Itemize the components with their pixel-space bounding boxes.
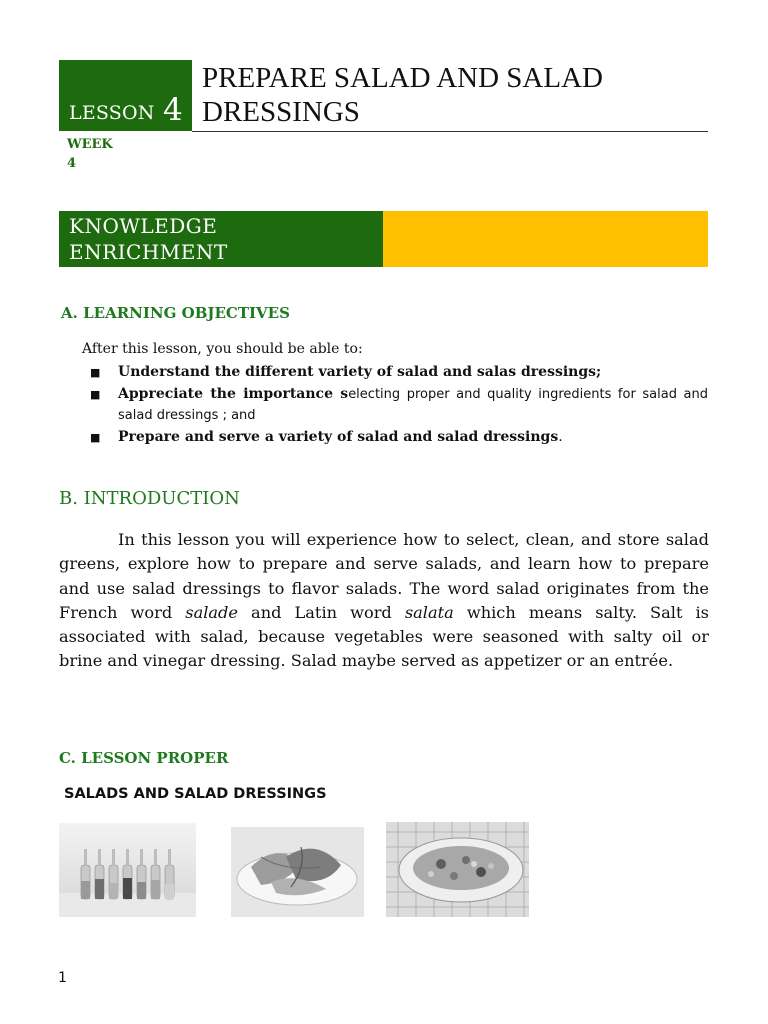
title-line-1: PREPARE SALAD AND SALAD [202, 62, 603, 94]
dressing-bottles-photo [59, 823, 196, 917]
list-item [88, 362, 708, 383]
page-number: 1 [58, 970, 67, 986]
objectives-list [88, 362, 708, 449]
bullet-icon: ■ [90, 431, 101, 444]
week-indicator [67, 135, 113, 173]
intro-text-1: In this lesson you will experience how to select, clean, and store salad greens, explore how to prepare and serve salads, and learn how to prepare and use salad dressings to flavor salads. The word salad originates from the French word [59, 530, 709, 622]
objective-bold: Appreciate the importance s [118, 386, 349, 402]
lesson-number: 4 [163, 92, 183, 128]
banner-accent-bar [383, 211, 708, 267]
intro-italic-salata: salata [404, 602, 454, 622]
section-c-heading: C. LESSON PROPER [59, 749, 229, 767]
introduction-paragraph [59, 528, 709, 674]
objective-bold: Understand the different variety of salad and salas dressings; [118, 364, 602, 380]
banner-text [69, 213, 228, 265]
bullet-icon: ■ [90, 388, 101, 401]
intro-italic-salade: salade [185, 602, 238, 622]
section-b-heading: B. INTRODUCTION [59, 488, 240, 509]
list-item [88, 384, 708, 426]
intro-text-3: which means salty. Salt is associated with salad, because vegetables were seasoned with salty oil or brine and vinegar dressing. Salad maybe served as appetizer or an entrée. [59, 602, 709, 671]
section-a-heading: A. LEARNING OBJECTIVES [61, 304, 290, 322]
bullet-icon: ■ [90, 366, 101, 379]
lesson-label: LESSON [69, 102, 155, 124]
banner-line-1: KNOWLEDGE [69, 214, 218, 238]
page-title [202, 61, 702, 129]
objectives-intro: After this lesson, you should be able to: [82, 341, 363, 357]
list-item [88, 427, 708, 448]
objective-bold: Prepare and serve a variety of salad and salad dressings [118, 429, 559, 445]
objective-text: . [558, 429, 563, 445]
week-number: 4 [67, 156, 77, 171]
salad-greens-photo [231, 827, 364, 917]
banner-line-2: ENRICHMENT [69, 240, 228, 264]
objective-text: electing proper and quality ingredients for salad and salad dressings ; and [118, 387, 708, 423]
week-label: WEEK [67, 137, 113, 152]
knowledge-enrichment-banner [59, 211, 383, 267]
intro-text-2: and Latin word [238, 602, 405, 622]
title-line-2: DRESSINGS [202, 96, 360, 128]
salad-plate-photo [386, 822, 529, 917]
salads-subheading: SALADS AND SALAD DRESSINGS [64, 786, 327, 802]
lesson-badge [59, 60, 192, 131]
title-divider [192, 131, 708, 132]
